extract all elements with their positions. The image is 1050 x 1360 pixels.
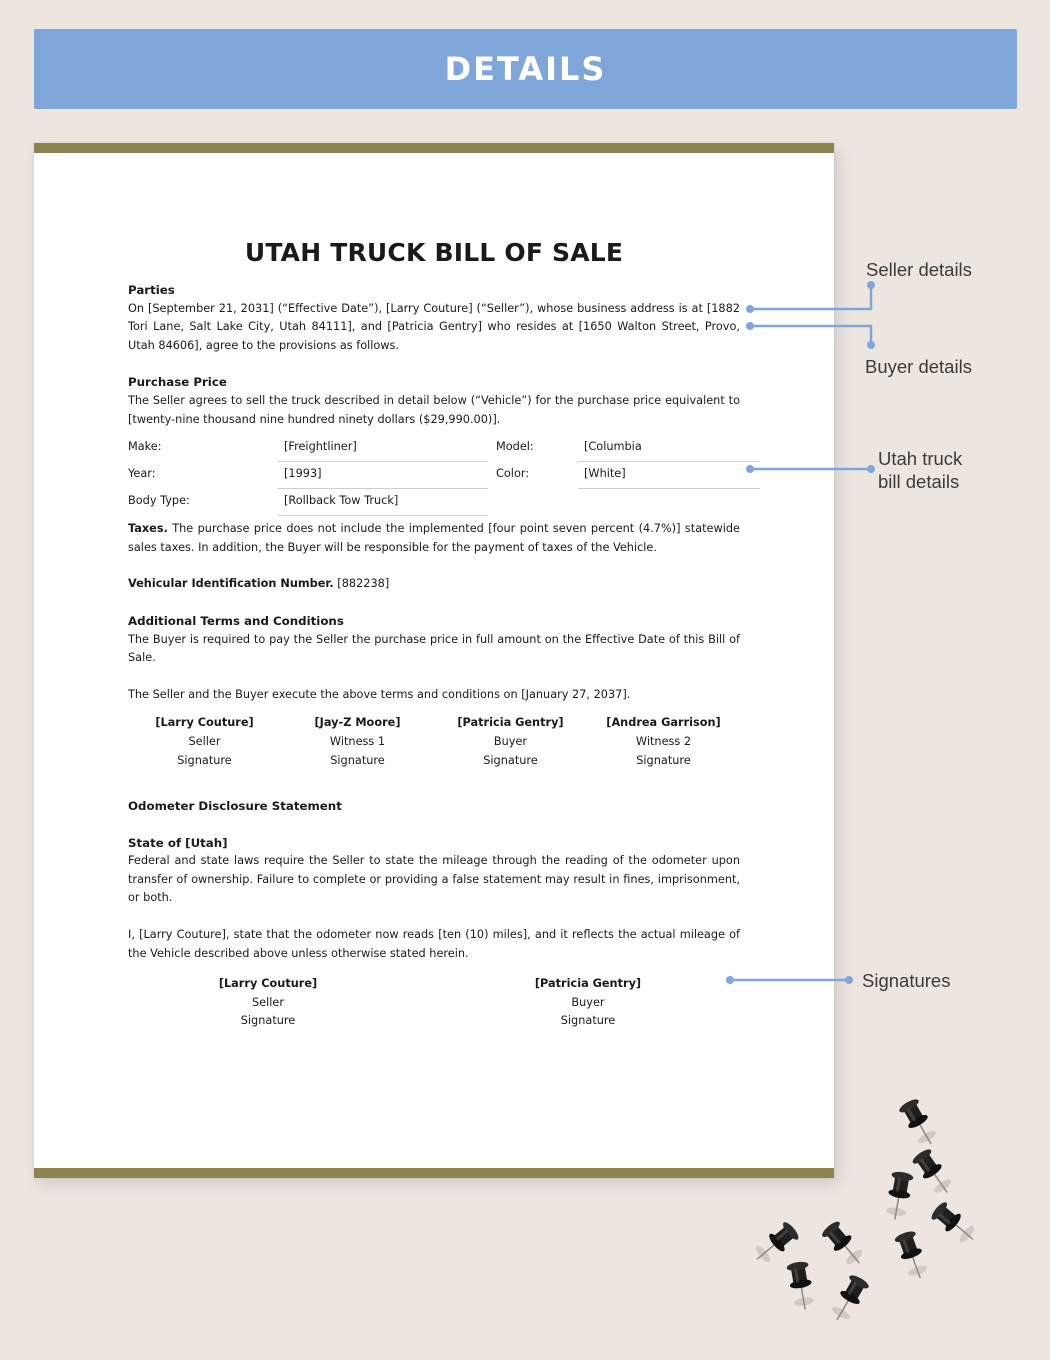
callout-buyer-details: Buyer details <box>865 356 972 377</box>
pin-icon <box>897 1097 940 1150</box>
vin-line <box>128 575 740 594</box>
signer-role: Witness 1 <box>329 734 386 748</box>
document-title: UTAH TRUCK BILL OF SALE <box>244 238 624 267</box>
pin-icon <box>827 1273 870 1326</box>
model-value[interactable]: [Columbia <box>578 435 760 462</box>
pin-icon <box>884 1170 914 1221</box>
make-value[interactable]: [Freightliner] <box>278 435 488 462</box>
signature-block <box>128 714 281 770</box>
callout-signatures: Signatures <box>862 970 951 991</box>
truck-dot-end <box>867 465 875 473</box>
signer-role: Witness 2 <box>635 734 692 748</box>
pin-icon <box>820 1219 868 1270</box>
purchase-price-heading: Purchase Price <box>128 375 227 390</box>
signature-line[interactable]: Signature <box>240 1014 296 1028</box>
state-heading: State of [Utah] <box>128 835 228 850</box>
signatures-dot-end <box>845 976 853 984</box>
signer-name: [Larry Couture] <box>218 977 318 991</box>
signer-name: [Patricia Gentry] <box>457 716 564 730</box>
parties-heading: Parties <box>128 283 175 297</box>
signature-block <box>428 975 748 1031</box>
buyer-dot-end <box>867 341 875 349</box>
signature-block <box>587 714 740 770</box>
taxes-text: The purchase price does not include the implemented [four point seven percent (4.7%)] statewide sales taxes. In addition, the Buyer will be responsible for the payment of taxes of the Vehicle. <box>128 522 740 554</box>
year-label: Year: <box>128 467 156 481</box>
signer-role: Buyer <box>493 734 528 748</box>
pin-icon <box>750 1220 801 1268</box>
execute-text: The Seller and the Buyer execute the above terms and conditions on [January 27, 2037]. <box>128 687 631 701</box>
signer-role: Buyer <box>571 995 605 1009</box>
pin-icon <box>786 1260 816 1311</box>
signer-role: Seller <box>188 734 221 748</box>
signer-name: [Larry Couture] <box>155 716 254 730</box>
pin-icon <box>911 1147 957 1199</box>
document-page <box>34 143 834 1178</box>
odometer-statement: I, [Larry Couture], state that the odometer now reads [ten (10) miles], and it reflects the actual mileage of the Vehicle described above unless otherwise stated herein. <box>128 928 740 960</box>
pin-icon <box>894 1229 931 1282</box>
odometer-signatures <box>108 975 748 1031</box>
odometer-heading: Odometer Disclosure Statement <box>128 799 342 814</box>
model-label: Model: <box>496 440 534 454</box>
signature-line[interactable]: Signature <box>636 753 691 767</box>
document-body <box>128 239 740 1031</box>
signer-name: [Jay-Z Moore] <box>314 716 401 730</box>
additional-terms-text: The Buyer is required to pay the Seller the purchase price in full amount on the Effective Date of this Bill of Sale. <box>128 632 740 665</box>
header-banner <box>34 29 1017 109</box>
additional-terms-heading: Additional Terms and Conditions <box>128 613 344 628</box>
parties-text: On [September 21, 2031] (“Effective Date”), [Larry Couture] (“Seller”), whose business address is at [1882 Tori Lane, Salt Lake City, Utah 84111], and [Patricia Gentry] who resides at [1650 Walton Street, Provo, Utah 84606], agree to the provisions as follows. <box>128 301 740 352</box>
signature-line[interactable]: Signature <box>560 1014 616 1028</box>
make-label: Make: <box>128 440 162 454</box>
main-signatures <box>128 714 740 770</box>
signer-name: [Patricia Gentry] <box>534 977 642 991</box>
color-value[interactable]: [White] <box>578 462 760 489</box>
callout-truck-details: Utah truck bill details <box>878 448 963 492</box>
body-type-label: Body Type: <box>128 494 190 508</box>
signature-block <box>281 714 434 770</box>
taxes-paragraph <box>128 520 740 557</box>
odometer-law-text: Federal and state laws require the Seller to state the mileage through the reading of the odometer upon transfer of ownership. Failure to complete or providing a false statement may result in fines, imprisonment, or both. <box>128 854 740 905</box>
push-pins-decoration <box>740 1090 1040 1350</box>
color-label: Color: <box>496 467 530 481</box>
vin-value: [882238] <box>337 577 390 591</box>
vin-label: Vehicular Identification Number. <box>128 577 334 591</box>
callout-seller-details: Seller details <box>866 259 972 280</box>
signature-block <box>434 714 587 770</box>
signer-role: Seller <box>252 995 284 1009</box>
pin-icon <box>929 1200 980 1248</box>
taxes-label: Taxes. <box>128 522 168 536</box>
vehicle-fields <box>128 435 756 516</box>
signature-block <box>108 975 428 1031</box>
banner-title: DETAILS <box>444 50 607 88</box>
paper-top-bar <box>34 143 834 153</box>
seller-dot-end <box>867 281 875 289</box>
body-type-value[interactable]: [Rollback Tow Truck] <box>278 489 488 516</box>
signature-line[interactable]: Signature <box>330 753 385 767</box>
year-value[interactable]: [1993] <box>278 462 488 489</box>
signature-line[interactable]: Signature <box>177 753 232 767</box>
purchase-price-text: The Seller agrees to sell the truck described in detail below (“Vehicle”) for the purchase price equivalent to [twenty-nine thousand nine hundred ninety dollars ($29,990.00)]. <box>128 393 740 426</box>
signer-name: [Andrea Garrison] <box>606 716 721 730</box>
paper-bottom-bar <box>34 1168 834 1178</box>
signature-line[interactable]: Signature <box>483 753 538 767</box>
